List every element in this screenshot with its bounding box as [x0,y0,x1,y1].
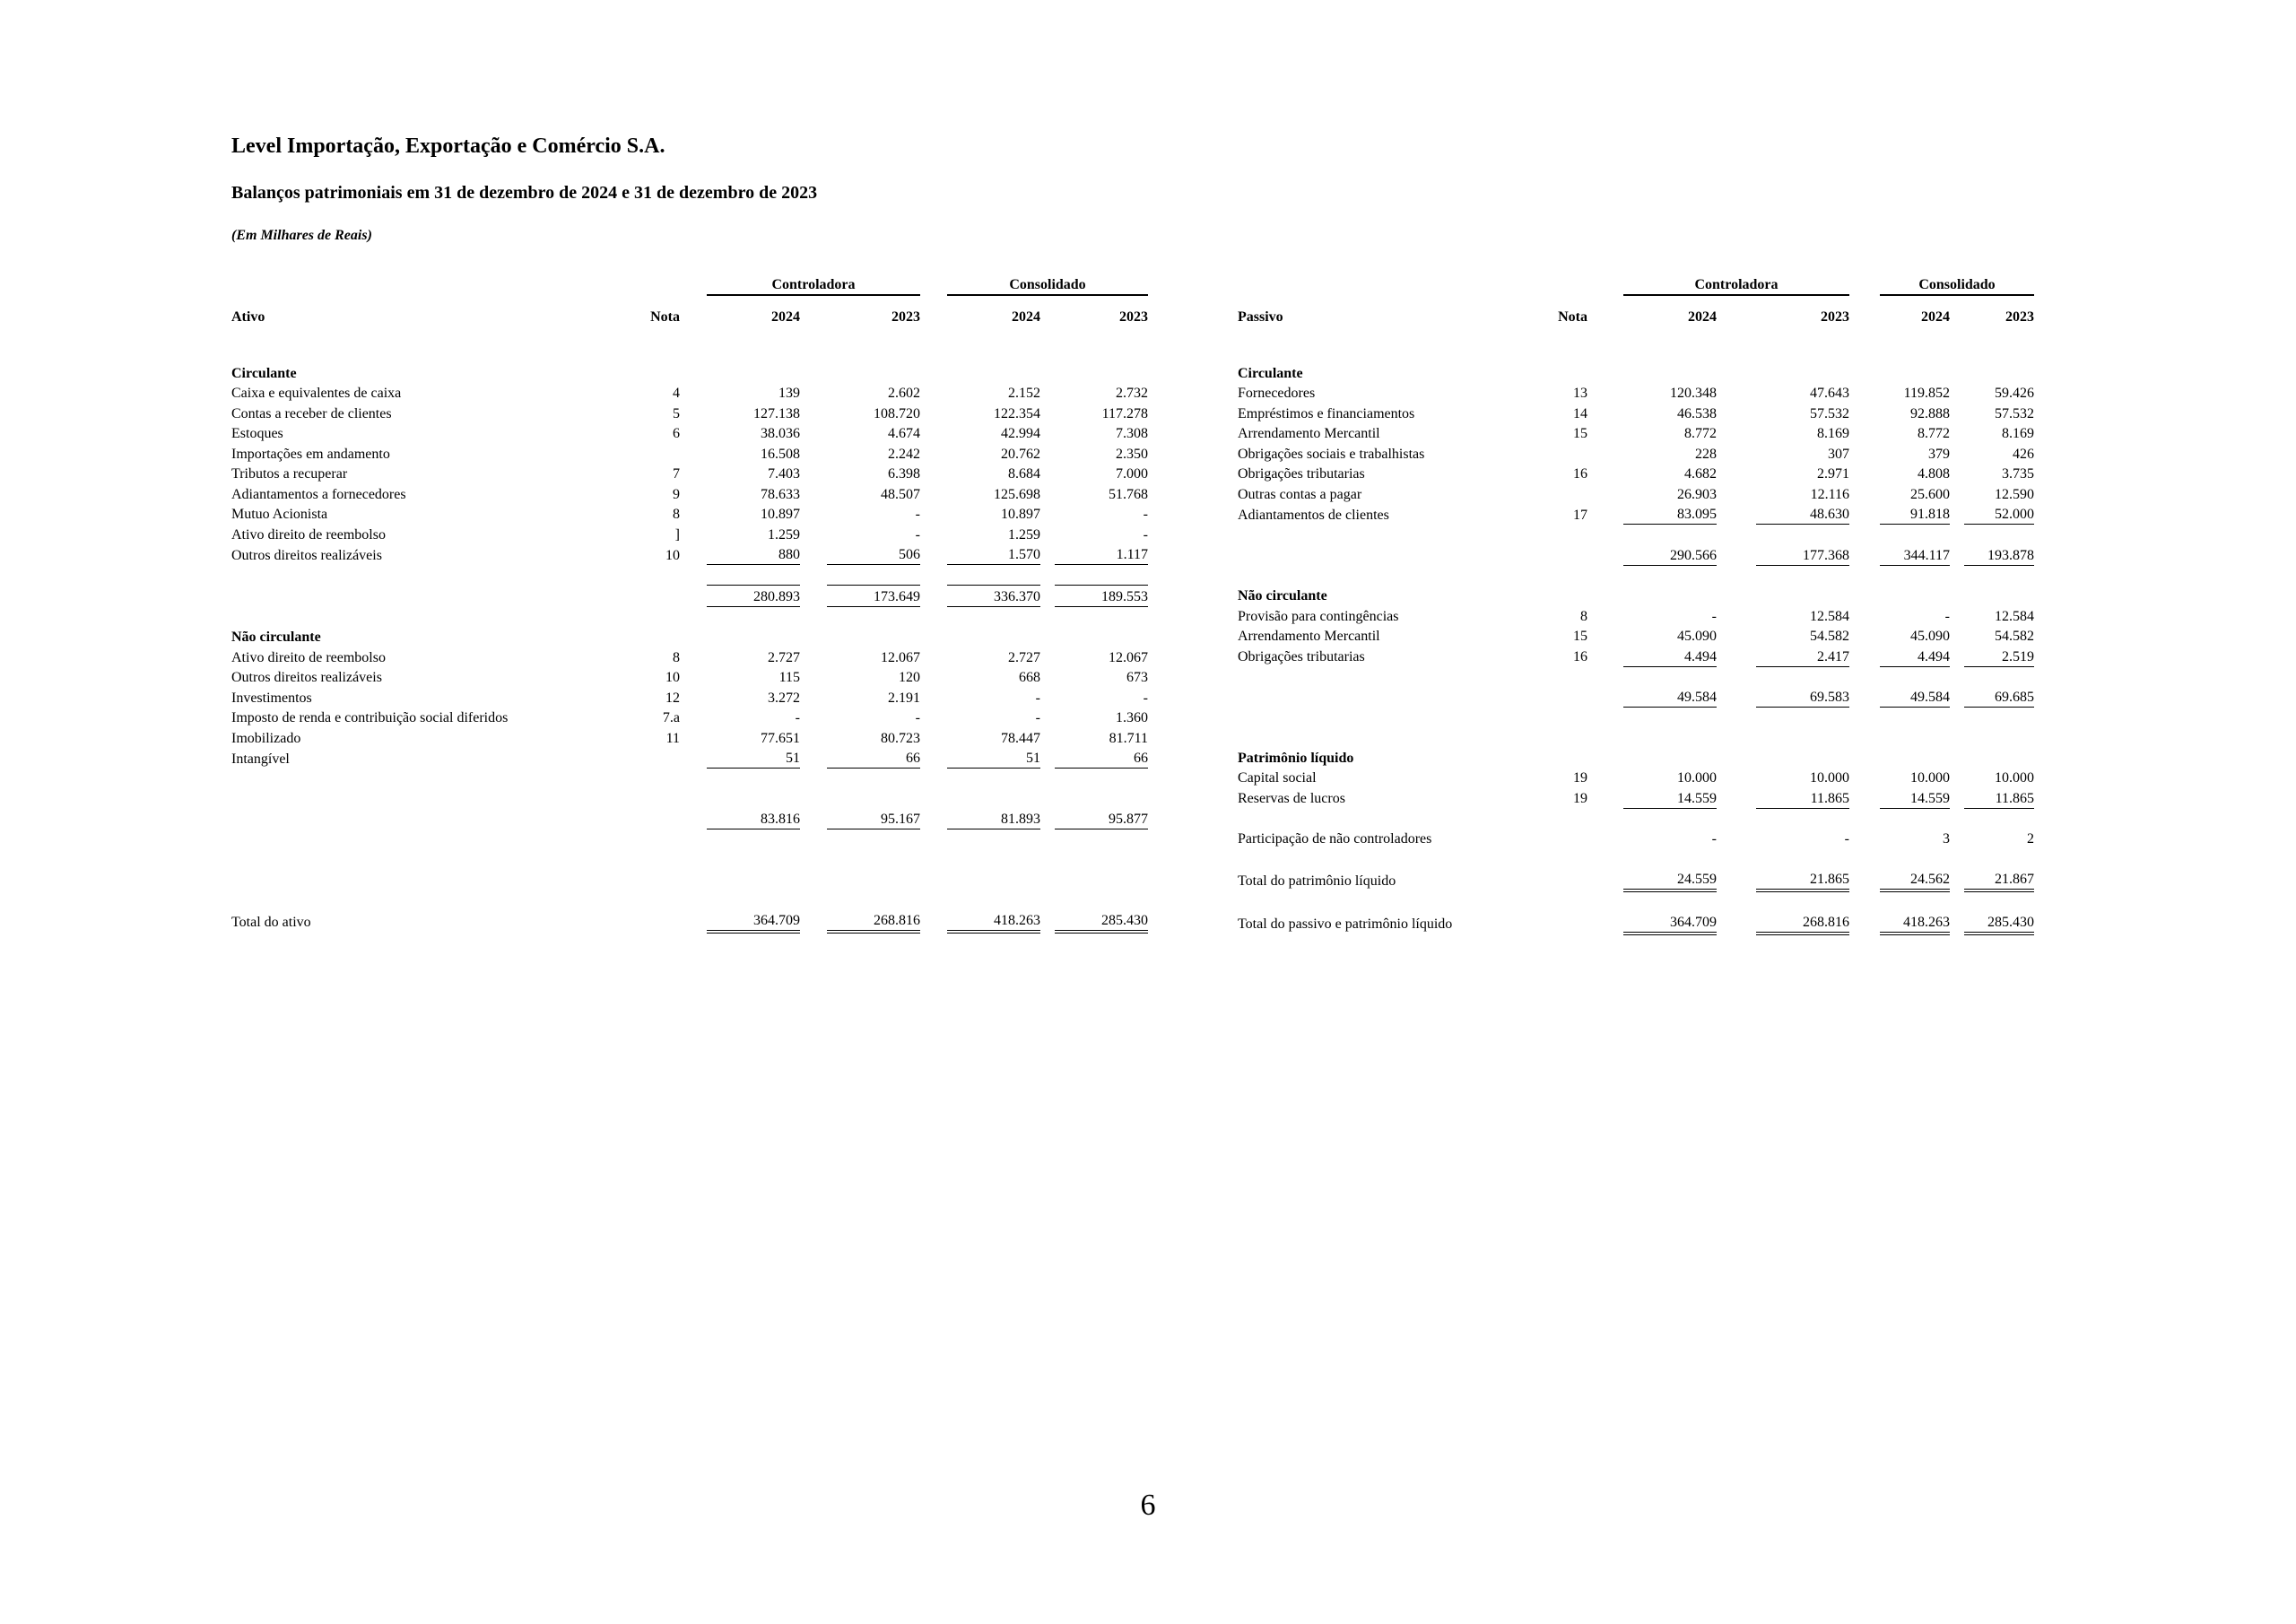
value-cell: 54.582 [1995,629,2034,644]
line-item-label: Outros direitos realizáveis [231,547,382,563]
value-cell: 120.348 [1670,386,1717,401]
total-cell: 336.370 [947,586,1040,607]
value-cell: 51 [707,748,800,769]
assets-total-row [231,910,1148,933]
note-ref: 10 [665,547,680,563]
value-cell: 16.508 [761,446,800,462]
value-cell: 66 [1055,748,1148,769]
assets-noncurrent-total-row [231,808,1148,829]
total-cell: 95.877 [1055,808,1148,829]
line-item-row [231,443,1148,464]
value-cell: 108.720 [874,405,920,421]
liabilities-consolidado-2024-header: 2024 [1921,309,1950,325]
assets-consolidado-2023-header: 2023 [1119,309,1148,325]
total-cell: 364.709 [707,910,800,933]
liabilities-controladora-header: Controladora [1623,267,1849,295]
note-ref: 16 [1573,649,1587,664]
line-item-label: Tributos a recuperar [231,466,348,482]
value-cell: 127.138 [753,405,800,421]
line-item-row [231,748,1148,769]
line-item-label: Estoques [231,426,283,441]
note-ref [1552,483,1587,504]
value-cell: 115 [778,670,800,685]
value-cell: - [795,710,800,725]
total-cell: 177.368 [1756,544,1849,565]
statement-title: Balanços patrimoniais em 31 de dezembro de 2024 e 31 de dezembro de 2023 [231,183,818,203]
page-number: 6 [1140,1489,1156,1522]
line-item-row [1238,423,2034,444]
value-cell: - [915,710,920,725]
value-cell: 379 [1928,446,1950,462]
line-item-label: Obrigações sociais e trabalhistas [1238,446,1425,462]
value-cell: 2.602 [888,386,920,401]
company-name: Level Importação, Exportação e Comércio S.A. [231,135,665,158]
value-cell: 48.507 [881,486,920,502]
value-cell: 7.308 [1116,426,1148,441]
assets-total-label: Total do ativo [231,915,311,930]
note-ref: 8 [673,507,680,522]
value-cell: 1.360 [1116,710,1148,725]
note-ref: 15 [1573,426,1587,441]
note-ref: 14 [1573,405,1587,421]
liabilities-controladora-2024-header: 2024 [1688,309,1717,325]
value-cell: 1.117 [1055,544,1148,565]
value-cell: 2.191 [888,690,920,706]
value-cell: 2.727 [768,649,800,665]
value-cell: 119.852 [1903,386,1950,401]
value-cell: 125.698 [994,486,1040,502]
value-cell: 8.684 [1008,466,1040,482]
line-item-row [231,383,1148,404]
line-item-label: Investimentos [231,690,312,706]
units-note: (Em Milhares de Reais) [231,228,372,243]
liabilities-equity-section [1238,747,2034,768]
line-item-row [231,708,1148,728]
liabilities-controladora-2023-header: 2023 [1821,309,1849,325]
line-item-row [1238,646,2034,666]
liabilities-column-header-row [1238,295,2034,326]
value-cell: 2.350 [1116,446,1148,462]
value-cell: 2.152 [1008,386,1040,401]
equity-total-row [1238,868,2034,890]
line-item-row [1238,403,2034,423]
assets-current-title: Circulante [231,365,297,381]
value-cell: 880 [707,544,800,565]
value-cell: 12.116 [1810,486,1849,502]
assets-column-header-row [231,295,1148,326]
liabilities-equity-rows [1238,768,2034,809]
liabilities-consolidado-header: Consolidado [1880,267,2034,295]
liabilities-consolidado-2023-header: 2023 [2005,309,2034,325]
value-cell: 307 [1828,446,1849,462]
line-item-row [231,727,1148,748]
equity-total-label: Total do patrimônio líquido [1238,873,1396,889]
total-cell: 69.583 [1756,687,1849,708]
value-cell: 59.426 [1995,386,2034,401]
line-item-label: Imposto de renda e contribuição social diferidos [231,710,509,725]
value-cell: 54.582 [1810,629,1849,644]
line-item-label: Ativo direito de reembolso [231,526,386,543]
line-item-row [231,423,1148,444]
liabilities-noncurrent-title: Não circulante [1238,588,1327,604]
liabilities-nota-header: Nota [1558,309,1587,325]
value-cell: 81.711 [1109,730,1148,746]
value-cell: 12.590 [1995,486,2034,502]
value-cell: 1.570 [947,544,1040,565]
value-cell: 2.242 [888,446,920,462]
line-item-row [1238,483,2034,504]
value-cell: 25.600 [1910,486,1950,502]
note-ref: 16 [1573,466,1587,482]
assets-heading: Ativo [231,309,265,325]
liabilities-noncurrent-section [1238,586,2034,606]
liabilities-total-row [1238,912,2034,934]
value-cell: 7.403 [768,466,800,482]
value-cell: 57.532 [1995,405,2034,421]
line-item-label: Capital social [1238,770,1317,786]
value-cell: 668 [1019,670,1040,685]
value-cell: 10.897 [1001,507,1040,522]
value-cell: 77.651 [761,730,800,746]
value-cell: 117.278 [1101,405,1148,421]
value-cell: 2.727 [1008,649,1040,665]
value-cell: - [1944,608,1950,624]
value-cell: - [1143,507,1148,522]
value-cell: - [1143,526,1148,543]
line-item-label: Mutuo Acionista [231,507,328,522]
line-item-row [1238,768,2034,788]
value-cell: 14.559 [1623,787,1717,808]
note-ref: 5 [673,405,680,421]
total-cell: 193.878 [1964,544,2034,565]
assets-noncurrent-title: Não circulante [231,630,321,645]
value-cell: 83.095 [1623,504,1717,525]
value-cell: 78.633 [761,486,800,502]
total-cell: 280.893 [707,586,800,607]
value-cell: 4.808 [1918,466,1950,482]
total-cell: 344.117 [1880,544,1950,565]
assets-noncurrent-rows [231,647,1148,769]
assets-group-header-row [231,267,1148,295]
line-item-row [231,647,1148,667]
total-cell: 290.566 [1623,544,1717,565]
line-item-row [1238,626,2034,647]
note-ref: 7 [673,466,680,482]
value-cell: 51 [947,748,1040,769]
value-cell: 57.532 [1810,405,1849,421]
note-ref [1552,443,1587,464]
total-cell: 285.430 [1964,912,2034,934]
total-cell: 24.559 [1623,868,1717,890]
value-cell: 14.559 [1880,787,1950,808]
note-ref: 6 [673,426,680,441]
liabilities-current-rows [1238,383,2034,525]
line-item-label: Importações em andamento [231,446,390,462]
total-cell: 285.430 [1055,910,1148,933]
note-ref: 19 [1573,791,1587,806]
assets-current-rows [231,383,1148,565]
line-item-row [1238,383,2034,404]
value-cell: 66 [827,748,920,769]
value-cell: - [1844,831,1849,847]
value-cell: 20.762 [1001,446,1040,462]
value-cell: 12.584 [1810,608,1849,624]
value-cell: - [1035,690,1040,706]
liabilities-current-title: Circulante [1238,365,1303,381]
line-item-label: Ativo direito de reembolso [231,649,386,665]
value-cell: 47.643 [1810,386,1849,401]
line-item-label: Fornecedores [1238,386,1316,401]
value-cell: 26.903 [1677,486,1717,502]
value-cell: 52.000 [1964,504,2034,525]
total-cell: 268.816 [827,910,920,933]
note-ref: 8 [1580,608,1587,624]
value-cell: 506 [827,544,920,565]
value-cell: 2.971 [1817,466,1849,482]
value-cell: 78.447 [1001,730,1040,746]
assets-controladora-2023-header: 2023 [891,309,920,325]
line-item-label: Imobilizado [231,730,301,746]
line-item-row [231,667,1148,688]
value-cell: 12.067 [1109,649,1148,665]
value-cell: 122.354 [994,405,1040,421]
line-item-row [1238,464,2034,484]
line-item-label: Arrendamento Mercantil [1238,629,1380,644]
total-cell: 21.865 [1756,868,1849,890]
value-cell: 2.417 [1756,646,1849,666]
value-cell: 3.272 [768,690,800,706]
liabilities-noncurrent-rows [1238,605,2034,666]
total-cell: 21.867 [1964,868,2034,890]
line-item-label: Adiantamentos de clientes [1238,507,1389,523]
line-item-row [231,403,1148,423]
liabilities-equity-title: Patrimônio líquido [1238,750,1354,766]
line-item-row [231,544,1148,565]
value-cell: 10.000 [1677,770,1717,786]
line-item-label: Arrendamento Mercantil [1238,426,1380,441]
line-item-label: Reservas de lucros [1238,791,1345,806]
line-item-label: Intangível [231,751,290,767]
value-cell: 11.865 [1964,787,2034,808]
value-cell: 38.036 [761,426,800,441]
value-cell: 51.768 [1109,486,1148,502]
value-cell: 2 [2027,831,2034,847]
value-cell: 139 [778,386,800,401]
value-cell: - [1711,608,1717,624]
line-item-label: Obrigações tributarias [1238,466,1365,482]
total-cell: 95.167 [827,808,920,829]
value-cell: 10.897 [761,507,800,522]
note-ref: 17 [1573,507,1587,523]
assets-nota-header: Nota [650,309,680,325]
line-item-label: Obrigações tributarias [1238,649,1365,664]
value-cell: 45.090 [1910,629,1950,644]
liabilities-table [1238,267,2034,935]
liabilities-heading: Passivo [1238,309,1283,325]
total-cell: 173.649 [827,586,920,607]
assets-controladora-header: Controladora [707,267,920,295]
total-cell: 83.816 [707,808,800,829]
value-cell: 120 [899,670,920,685]
value-cell: 3 [1943,831,1950,847]
line-item-row [231,483,1148,504]
value-cell: 7.000 [1116,466,1148,482]
line-item-row [1238,443,2034,464]
total-cell: 69.685 [1964,687,2034,708]
liabilities-total-label: Total do passivo e patrimônio líquido [1238,916,1453,932]
value-cell: 2.519 [1964,646,2034,666]
value-cell: - [915,507,920,522]
value-cell: 1.259 [1008,526,1040,543]
line-item-row [231,687,1148,708]
liabilities-noncurrent-total-row [1238,687,2034,708]
value-cell: 8.772 [1918,426,1950,441]
value-cell: - [915,526,920,543]
note-ref: 10 [665,670,680,685]
note-ref: 7.a [662,710,680,725]
value-cell: 91.818 [1880,504,1950,525]
assets-current-total-row [231,586,1148,607]
line-item-row [1238,504,2034,525]
value-cell: 8.169 [2002,426,2034,441]
line-item-label: Adiantamentos a fornecedores [231,486,406,502]
value-cell: 426 [2013,446,2034,462]
value-cell: 92.888 [1910,405,1950,421]
line-item-label: Outros direitos realizáveis [231,670,382,685]
value-cell: 12.067 [881,649,920,665]
value-cell: 8.169 [1817,426,1849,441]
value-cell: 8.772 [1684,426,1717,441]
value-cell: 4.674 [888,426,920,441]
value-cell: 10.000 [1995,770,2034,786]
value-cell: 11.865 [1756,787,1849,808]
value-cell: 4.682 [1684,466,1717,482]
total-cell: 418.263 [1880,912,1950,934]
liabilities-group-header-row [1238,267,2034,295]
value-cell: - [1143,690,1148,706]
value-cell: - [1711,831,1717,847]
line-item-label: Outras contas a pagar [1238,486,1362,502]
value-cell: 1.259 [768,526,800,543]
note-ref [644,748,680,769]
total-cell: 24.562 [1880,868,1950,890]
assets-current-section [231,362,1148,383]
assets-noncurrent-section [231,627,1148,647]
minority-interest-label: Participação de não controladores [1238,831,1432,847]
note-ref: 19 [1573,770,1587,786]
value-cell: 228 [1695,446,1717,462]
note-ref: 4 [673,386,680,401]
note-ref [644,443,680,464]
value-cell: 673 [1126,670,1148,685]
note-ref: 12 [665,690,680,706]
total-cell: 49.584 [1623,687,1717,708]
total-cell: 364.709 [1623,912,1717,934]
note-ref: 11 [665,730,680,746]
value-cell: - [1035,710,1040,725]
total-cell: 189.553 [1055,586,1148,607]
value-cell: 4.494 [1880,646,1950,666]
assets-consolidado-2024-header: 2024 [1012,309,1040,325]
line-item-row [1238,605,2034,626]
line-item-row [231,504,1148,525]
minority-interest-row [1238,829,2034,849]
value-cell: 45.090 [1677,629,1717,644]
note-ref: 13 [1573,386,1587,401]
value-cell: 3.735 [2002,466,2034,482]
value-cell: 10.000 [1910,770,1950,786]
total-cell: 81.893 [947,808,1040,829]
value-cell: 48.630 [1756,504,1849,525]
total-cell: 268.816 [1756,912,1849,934]
value-cell: 80.723 [881,730,920,746]
note-ref: 8 [673,649,680,665]
value-cell: 10.000 [1810,770,1849,786]
assets-consolidado-header: Consolidado [947,267,1148,295]
line-item-row [231,524,1148,544]
assets-controladora-2024-header: 2024 [771,309,800,325]
liabilities-current-total-row [1238,544,2034,565]
value-cell: 42.994 [1001,426,1040,441]
note-ref: 15 [1573,629,1587,644]
line-item-label: Provisão para contingências [1238,608,1399,624]
value-cell: 12.584 [1995,608,2034,624]
line-item-label: Caixa e equivalentes de caixa [231,386,402,401]
line-item-row [231,464,1148,484]
value-cell: 2.732 [1116,386,1148,401]
assets-table [231,267,1148,934]
total-cell: 49.584 [1880,687,1950,708]
note-ref: 9 [673,486,680,502]
value-cell: 4.494 [1623,646,1717,666]
line-item-label: Empréstimos e financiamentos [1238,405,1415,421]
value-cell: 6.398 [888,466,920,482]
line-item-label: Contas a receber de clientes [231,405,392,421]
liabilities-current-section [1238,362,2034,383]
note-ref: ] [674,526,680,543]
total-cell: 418.263 [947,910,1040,933]
value-cell: 46.538 [1677,405,1717,421]
line-item-row [1238,787,2034,808]
